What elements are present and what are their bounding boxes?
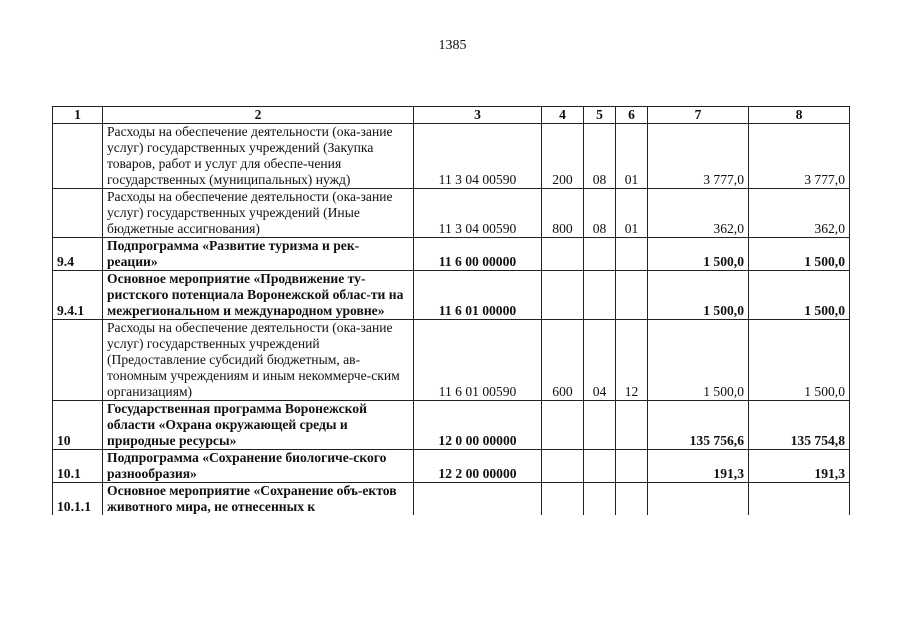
section bbox=[584, 271, 616, 320]
amount-col8 bbox=[749, 483, 850, 516]
row-description: Подпрограмма «Развитие туризма и рек-реации» bbox=[103, 238, 414, 271]
expense-type bbox=[542, 483, 584, 516]
subsection bbox=[616, 483, 648, 516]
amount-col7: 1 500,0 bbox=[648, 271, 749, 320]
target-code: 11 6 01 00590 bbox=[414, 320, 542, 401]
expense-type: 800 bbox=[542, 189, 584, 238]
section: 04 bbox=[584, 320, 616, 401]
target-code: 11 3 04 00590 bbox=[414, 189, 542, 238]
table-row bbox=[53, 271, 850, 320]
amount-col7: 3 777,0 bbox=[648, 124, 749, 189]
column-header: 2 bbox=[103, 107, 414, 124]
target-code bbox=[414, 483, 542, 516]
amount-col8: 3 777,0 bbox=[749, 124, 850, 189]
table-row bbox=[53, 450, 850, 483]
target-code: 11 3 04 00590 bbox=[414, 124, 542, 189]
row-number: 10 bbox=[53, 401, 103, 450]
row-description: Государственная программа Воронежской области «Охрана окружающей среды и природные ресурсы» bbox=[103, 401, 414, 450]
column-header: 6 bbox=[616, 107, 648, 124]
expense-type bbox=[542, 401, 584, 450]
table-row bbox=[53, 189, 850, 238]
section bbox=[584, 401, 616, 450]
column-header: 5 bbox=[584, 107, 616, 124]
subsection bbox=[616, 450, 648, 483]
column-header: 3 bbox=[414, 107, 542, 124]
column-header: 4 bbox=[542, 107, 584, 124]
amount-col7: 1 500,0 bbox=[648, 238, 749, 271]
row-number: 9.4.1 bbox=[53, 271, 103, 320]
expense-type bbox=[542, 450, 584, 483]
amount-col7: 191,3 bbox=[648, 450, 749, 483]
amount-col8: 1 500,0 bbox=[749, 238, 850, 271]
budget-table bbox=[52, 106, 850, 515]
amount-col7: 135 756,6 bbox=[648, 401, 749, 450]
amount-col8: 135 754,8 bbox=[749, 401, 850, 450]
section: 08 bbox=[584, 124, 616, 189]
section bbox=[584, 450, 616, 483]
page-number: 1385 bbox=[438, 38, 467, 53]
table-row bbox=[53, 238, 850, 271]
target-code: 12 0 00 00000 bbox=[414, 401, 542, 450]
expense-type: 600 bbox=[542, 320, 584, 401]
column-header: 7 bbox=[648, 107, 749, 124]
row-number: 10.1 bbox=[53, 450, 103, 483]
table-row bbox=[53, 124, 850, 189]
column-header: 1 bbox=[53, 107, 103, 124]
row-description: Расходы на обеспечение деятельности (ока-зание услуг) государственных учреждений (Иные бюджетные ассигнования) bbox=[103, 189, 414, 238]
subsection bbox=[616, 271, 648, 320]
subsection bbox=[616, 401, 648, 450]
amount-col8: 191,3 bbox=[749, 450, 850, 483]
row-description: Основное мероприятие «Сохранение объ-ектов животного мира, не отнесенных к bbox=[103, 483, 414, 516]
expense-type: 200 bbox=[542, 124, 584, 189]
target-code: 12 2 00 00000 bbox=[414, 450, 542, 483]
subsection: 01 bbox=[616, 124, 648, 189]
subsection: 12 bbox=[616, 320, 648, 401]
row-description: Расходы на обеспечение деятельности (ока-зание услуг) государственных учреждений (Предоставление субсидий бюджетным, ав-тономным учреждениям и иным некоммерче-ским организациям) bbox=[103, 320, 414, 401]
row-number: 10.1.1 bbox=[53, 483, 103, 516]
target-code: 11 6 00 00000 bbox=[414, 238, 542, 271]
amount-col7: 1 500,0 bbox=[648, 320, 749, 401]
amount-col7 bbox=[648, 483, 749, 516]
amount-col8: 1 500,0 bbox=[749, 320, 850, 401]
row-number bbox=[53, 320, 103, 401]
row-number bbox=[53, 124, 103, 189]
amount-col8: 362,0 bbox=[749, 189, 850, 238]
expense-type bbox=[542, 271, 584, 320]
row-description: Основное мероприятие «Продвижение ту-ристского потенциала Воронежской облас-ти на межрегиональном и международном уровне» bbox=[103, 271, 414, 320]
section bbox=[584, 238, 616, 271]
subsection bbox=[616, 238, 648, 271]
header-row bbox=[53, 107, 850, 124]
column-header: 8 bbox=[749, 107, 850, 124]
target-code: 11 6 01 00000 bbox=[414, 271, 542, 320]
section bbox=[584, 483, 616, 516]
amount-col8: 1 500,0 bbox=[749, 271, 850, 320]
table-row bbox=[53, 483, 850, 516]
table-row bbox=[53, 320, 850, 401]
row-description: Расходы на обеспечение деятельности (ока-зание услуг) государственных учреждений (Закупка товаров, работ и услуг для обеспе-чения государственных (муниципальных) нужд) bbox=[103, 124, 414, 189]
table-row bbox=[53, 401, 850, 450]
section: 08 bbox=[584, 189, 616, 238]
subsection: 01 bbox=[616, 189, 648, 238]
row-number bbox=[53, 189, 103, 238]
amount-col7: 362,0 bbox=[648, 189, 749, 238]
expense-type bbox=[542, 238, 584, 271]
row-number: 9.4 bbox=[53, 238, 103, 271]
row-description: Подпрограмма «Сохранение биологиче-ского разнообразия» bbox=[103, 450, 414, 483]
